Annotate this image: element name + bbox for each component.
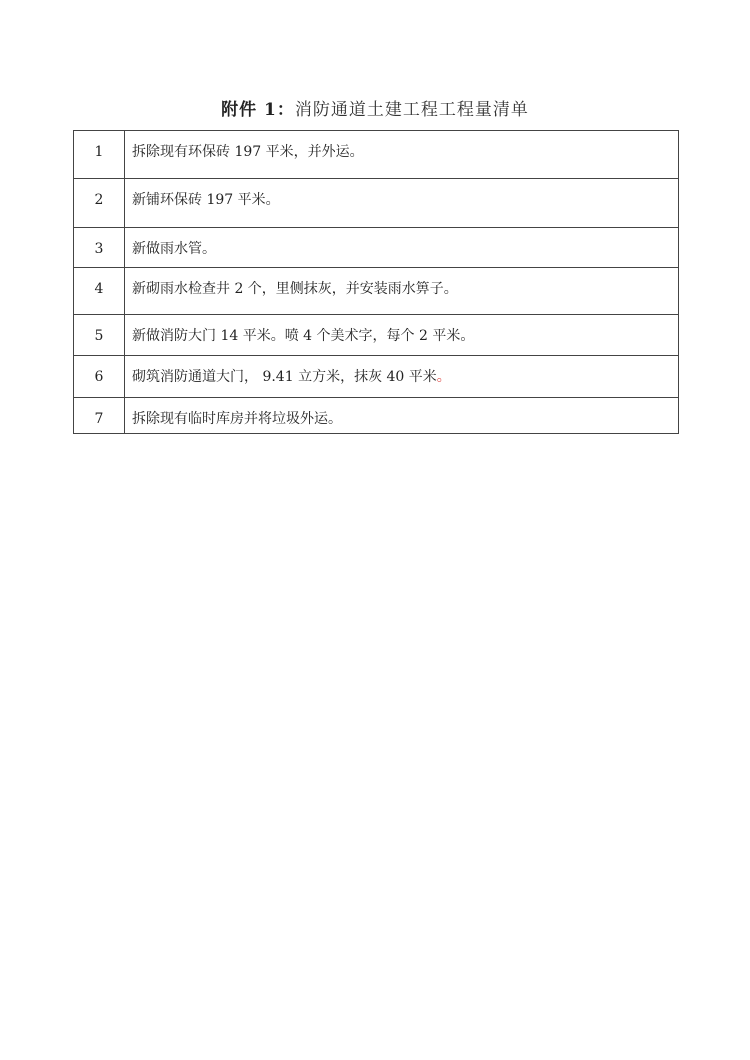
row-number: 2	[74, 179, 125, 228]
row-description: 新做雨水管。	[125, 228, 679, 268]
table-row	[74, 179, 679, 228]
row-description: 新砌雨水检查井 2 个，里侧抹灰，并安装雨水箅子。	[125, 268, 679, 315]
title-main: 消防通道土建工程工程量清单	[294, 100, 529, 120]
row-number: 3	[74, 228, 125, 268]
row-description: 新铺环保砖 197 平米。	[125, 179, 679, 228]
row-number: 7	[74, 398, 125, 434]
row-description: 拆除现有临时库房并将垃圾外运。	[125, 398, 679, 434]
row-number: 6	[74, 356, 125, 398]
document-title	[0, 95, 750, 120]
row-number: 5	[74, 315, 125, 356]
title-prefix: 附件 1：	[221, 100, 295, 120]
row-description: 新做消防大门 14 平米。喷 4 个美术字，每个 2 平米。	[125, 315, 679, 356]
row-description: 拆除现有环保砖 197 平米，并外运。	[125, 131, 679, 179]
row-description: 砌筑消防通道大门， 9.41 立方米，抹灰 40 平米	[132, 369, 437, 385]
table-row	[74, 356, 679, 398]
row-number: 1	[74, 131, 125, 179]
row-description-cell	[125, 356, 679, 398]
table-row	[74, 228, 679, 268]
table-row	[74, 131, 679, 179]
quantity-list-table	[73, 130, 679, 434]
table-row	[74, 315, 679, 356]
table-row	[74, 268, 679, 315]
row-number: 4	[74, 268, 125, 315]
table-row	[74, 398, 679, 434]
highlight-mark: 。	[436, 369, 451, 385]
